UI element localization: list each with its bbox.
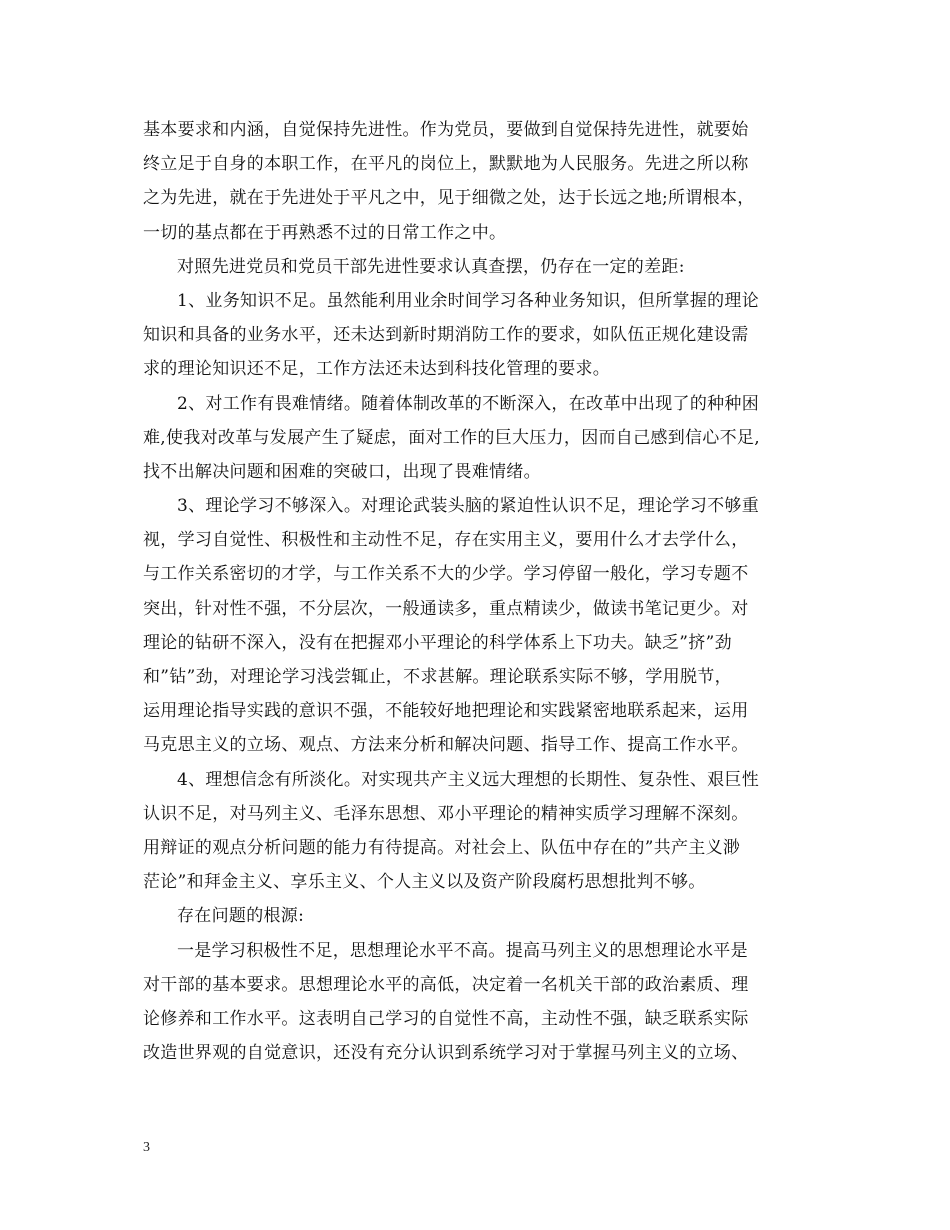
text-line: 和”钻”劲，对理论学习浅尝辄止，不求甚解。理论联系实际不够，学用脱节， bbox=[143, 667, 732, 687]
text-line: 一是学习积极性不足，思想理论水平不高。提高马列主义的思想理论水平是 bbox=[177, 940, 748, 961]
text-line: 求的理论知识还不足，工作方法还未达到科技化管理的要求。 bbox=[143, 359, 611, 380]
text-line: 视，学习自觉性、积极性和主动性不足，存在实用主义，要用什么才去学什么， bbox=[143, 530, 749, 551]
text-line: 1、业务知识不足。虽然能利用业余时间学习各种业务知识，但所掌握的理论 bbox=[177, 290, 760, 311]
text-line: 与工作关系密切的才学，与工作关系不大的少学。学习停留一般化，学习专题不 bbox=[143, 564, 749, 585]
text-line: 运用理论指导实践的意识不强，不能较好地把理论和实践紧密地联系起来，运用 bbox=[143, 701, 749, 722]
text-line: 认识不足，对马列主义、毛泽东思想、邓小平理论的精神实质学习理解不深刻。 bbox=[143, 803, 749, 824]
text-line: 存在问题的根源: bbox=[177, 906, 305, 927]
page-number: 3 bbox=[143, 1140, 150, 1155]
text-line: 马克思主义的立场、观点、方法来分析和解决问题、指导工作、提高工作水平。 bbox=[143, 735, 749, 756]
text-line: 茫论”和拜金主义、享乐主义、个人主义以及资产阶段腐朽思想批判不够。 bbox=[143, 872, 706, 893]
text-line: 突出，针对性不强，不分层次，一般通读多，重点精读少，做读书笔记更少。对 bbox=[143, 598, 749, 619]
text-line: 知识和具备的业务水平，还未达到新时期消防工作的要求，如队伍正规化建设需 bbox=[143, 325, 749, 346]
text-line: 对照先进党员和党员干部先进性要求认真查摆，仍存在一定的差距: bbox=[177, 256, 685, 277]
text-line: 难,使我对改革与发展产生了疑虑，面对工作的巨大压力，因而自己感到信心不足, bbox=[143, 427, 760, 448]
text-line: 改造世界观的自觉意识，还没有充分认识到系统学习对于掌握马列主义的立场、 bbox=[143, 1043, 749, 1064]
document-body bbox=[143, 113, 823, 1070]
text-line: 终立足于自身的本职工作，在平凡的岗位上，默默地为人民服务。先进之所以称 bbox=[143, 154, 749, 175]
text-line: 之为先进，就在于先进处于平凡之中，见于细微之处，达于长远之地;所谓根本， bbox=[143, 188, 755, 209]
text-line: 基本要求和内涵，自觉保持先进性。作为党员，要做到自觉保持先进性，就要始 bbox=[143, 120, 749, 140]
text-line: 找不出解决问题和困难的突破口，出现了畏难情绪。 bbox=[143, 461, 541, 482]
text-line: 一切的基点都在于再熟悉不过的日常工作之中。 bbox=[143, 222, 507, 243]
text-line: 用辩证的观点分析问题的能力有待提高。对社会上、队伍中存在的”共产主义渺 bbox=[143, 837, 741, 858]
text-line: 论修养和工作水平。这表明自己学习的自觉性不高，主动性不强，缺乏联系实际 bbox=[143, 1008, 749, 1029]
text-line: 3、理论学习不够深入。对理论武装头脑的紧迫性认识不足，理论学习不够重 bbox=[177, 496, 760, 517]
text-line: 理论的钻研不深入，没有在把握邓小平理论的科学体系上下功夫。缺乏”挤”劲 bbox=[143, 632, 732, 653]
text-line: 4、理想信念有所淡化。对实现共产主义远大理想的长期性、复杂性、艰巨性 bbox=[177, 769, 760, 790]
text-line: 对干部的基本要求。思想理论水平的高低，决定着一名机关干部的政治素质、理 bbox=[143, 974, 749, 995]
text-line: 2、对工作有畏难情绪。随着体制改革的不断深入，在改革中出现了的种种困 bbox=[177, 393, 760, 414]
